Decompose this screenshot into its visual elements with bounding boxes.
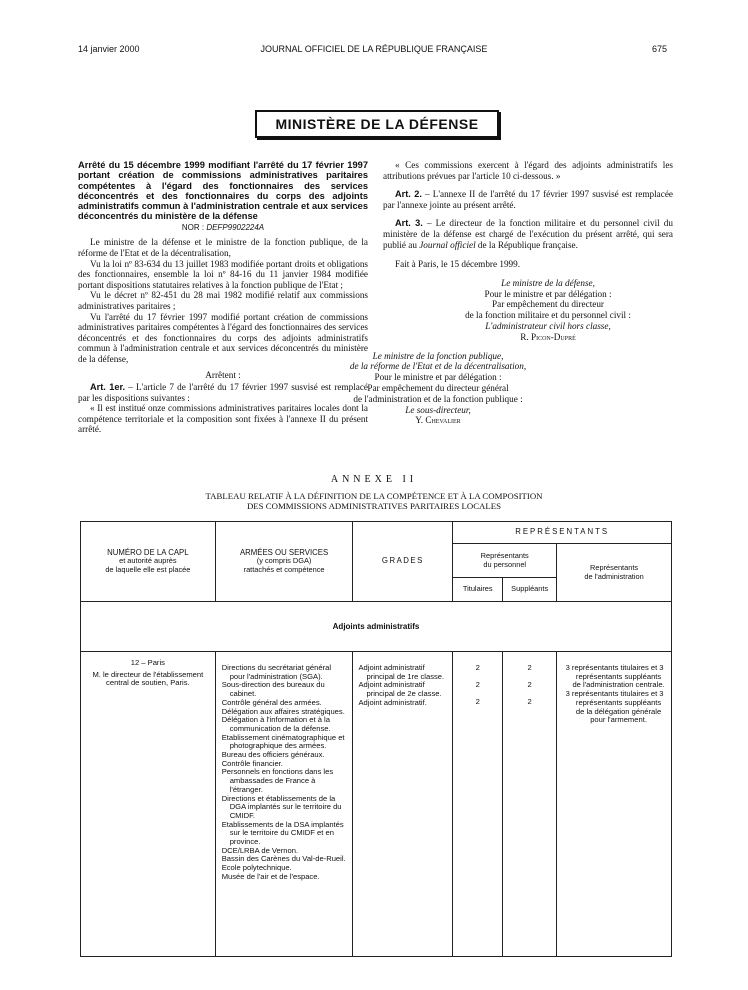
- visa-decret: Vu le décret nº 82-451 du 28 mai 1982 modifié relatif aux commissions administratives paritaires ;: [78, 290, 368, 311]
- service-item: Directions et établissements de la DGA implantés sur le territoire du CMIDF.: [221, 793, 342, 820]
- nor-value: DEFP9902224A: [206, 222, 265, 232]
- annexe-table: [80, 521, 672, 957]
- arretent: Arrêtent :: [205, 369, 241, 380]
- article-2: [383, 189, 673, 210]
- service-item: Etablissement cinématographique et photographique des armées.: [221, 732, 345, 751]
- header-capl-line2: et autorité auprès: [119, 556, 177, 566]
- annexe-title-line1: TABLEAU RELATIF À LA DÉFINITION DE LA COMPÉTENCE ET À LA COMPOSITION: [205, 491, 543, 501]
- preamble-ministers: Le ministre de la défense et le ministre de la fonction publique, de la réforme de l'Etat et de la décentralisation,: [78, 237, 368, 258]
- annexe-title-line2: DES COMMISSIONS ADMINISTRATIVES PARITAIRES LOCALES: [246, 501, 502, 511]
- article-1-quote: « Il est institué onze commissions administratives paritaires locales dont la compétence territoriale et la composition sont fixées à l'annexe II du présent arrêté.: [78, 403, 368, 435]
- sig2-line6: Le sous-directeur,: [405, 404, 471, 415]
- visa-loi: Vu la loi nº 83-634 du 13 juillet 1983 modifiée portant droits et obligations des fonctionnaires, ensemble la loi nº 84-16 du 11 janvier 1984 modifiée portant dispositions statutaires relatives à la fonction publique de l'Etat ;: [78, 258, 368, 290]
- visa-arrete: Vu l'arrêté du 17 février 1997 modifié portant création de commissions administratives paritaires compétentes à l'égard des fonctionnaires des services déconcentrés et des fonctionnaires du corps des adjoints administratifs commun à l'administration centrale et aux services déconcentrés du ministère de la défense,: [78, 311, 368, 364]
- header-date: 14 janvier 2000: [78, 44, 140, 54]
- article-3-journal: Journal officiel: [419, 239, 476, 250]
- service-item: Bassin des Carènes du Val-de-Rueil.: [221, 854, 346, 864]
- sig1-line3: Par empêchement du directeur: [492, 299, 604, 310]
- nor-label: NOR :: [181, 222, 205, 232]
- right-column: [349, 160, 673, 426]
- service-item: Etablissements de la DSA implantés sur le territoire du CMIDF et en province.: [221, 819, 344, 847]
- arrete-title: Arrêté du 15 décembre 1999 modifiant l'arrêté du 17 février 1997 portant création de commissions administratives paritaires compétentes à l'égard des fonctionnaires des services déconcentrés et des fonctionnaires du corps des adjoints administratifs commun à l'administration centrale et aux services déconcentrés du ministère de la défense: [78, 160, 368, 222]
- article-2-text: – L'annexe II de l'arrêté du 17 février 1997 susvisé est remplacée par l'annexe jointe au présent arrêté.: [383, 189, 673, 210]
- suppleants-value: 2: [527, 663, 532, 672]
- article-1-text: – L'article 7 de l'arrêté du 17 février 1997 susvisé est remplacé par les dispositions suivantes :: [78, 382, 368, 403]
- cell-services: [215, 652, 353, 957]
- admin-rep-item: 3 représentants titulaires et 3 représentants suppléants de l'administration centrale.: [565, 663, 665, 690]
- capl-authority: M. le directeur de l'établissement central de soutien, Paris.: [92, 669, 204, 688]
- header-journal-title: JOURNAL OFFICIEL DE LA RÉPUBLIQUE FRANÇAISE: [260, 44, 488, 54]
- header-armees-line3: rattachés et compétence: [243, 564, 325, 574]
- nor-line: [78, 223, 368, 234]
- header-rep-admin-line2: de l'administration: [584, 571, 644, 581]
- service-item: Personnels en fonctions dans les ambassades de France à l'étranger.: [221, 767, 334, 794]
- service-item: Délégation aux affaires stratégiques.: [221, 706, 345, 716]
- grade-item: Adjoint administratif principal de 2e classe.: [358, 680, 442, 699]
- header-armees-line1: ARMÉES OU SERVICES: [239, 547, 329, 557]
- service-item: Directions du secrétariat général pour l'administration (SGA).: [221, 663, 332, 681]
- article-3-label: Art. 3.: [395, 218, 423, 229]
- article-2-label: Art. 2.: [395, 189, 422, 200]
- sig2-signatory: Y. Chevalier: [415, 415, 461, 426]
- sig2-line4: Par empêchement du directeur général: [367, 382, 509, 393]
- service-item: Délégation à l'information et à la communication de la défense.: [221, 715, 331, 733]
- cell-admin-rep: [557, 652, 672, 957]
- service-item: Ecole polytechnique.: [221, 863, 292, 873]
- header-rep-admin: [557, 544, 672, 602]
- article-1-quote-continued: « Ces commissions exercent à l'égard des adjoints administratifs les attributions prévues par l'article 10 ci-dessous. »: [383, 160, 673, 181]
- sig1-line4: de la fonction militaire et du personnel civil :: [465, 310, 631, 321]
- service-item: Bureau des officiers généraux.: [221, 750, 325, 760]
- article-3-text-a: – Le directeur de la fonction militaire et du personnel civil du ministère de la défense est chargé de l'exécution du présent arrêté, qui sera publié au: [383, 218, 673, 250]
- header-armees-line2: (y compris DGA): [256, 556, 312, 566]
- ministry-title: MINISTÈRE DE LA DÉFENSE: [275, 116, 479, 132]
- cell-capl: [81, 652, 216, 957]
- capl-number: 12 – Paris: [130, 658, 165, 667]
- service-item: Musée de l'air et de l'espace.: [221, 871, 320, 881]
- header-capl-line1: NUMÉRO DE LA CAPL: [107, 547, 189, 557]
- header-page-number: 675: [652, 44, 668, 54]
- header-grades: GRADES: [353, 522, 453, 602]
- titulaires-value: 2: [475, 680, 480, 689]
- signature-block-defense: [423, 278, 673, 343]
- sig1-line5: L'administrateur civil hors classe,: [485, 320, 611, 331]
- header-rep-personnel: [453, 544, 557, 578]
- sig1-signatory: R. Picon-Dupré: [520, 331, 576, 342]
- service-item: Contrôle financier.: [221, 758, 283, 768]
- service-item: Contrôle général des armées.: [221, 697, 322, 707]
- article-1-label: Art. 1er.: [90, 382, 126, 393]
- header-rep-personnel-line2: du personnel: [483, 559, 527, 569]
- annexe-table-title: [0, 491, 748, 511]
- titulaires-value: 2: [475, 663, 480, 672]
- sig2-line3: Pour le ministre et par délégation :: [374, 372, 502, 383]
- header-capl: [81, 522, 216, 602]
- grade-item: Adjoint administratif.: [358, 697, 427, 707]
- cell-grades: [353, 652, 453, 957]
- admin-rep-item: 3 représentants titulaires et 3 représentants suppléants de la délégation générale pour l'armement.: [565, 689, 664, 725]
- titulaires-value: 2: [475, 697, 480, 706]
- sig2-line5: de l'administration et de la fonction publique :: [353, 393, 523, 404]
- table-header-row-1: [81, 522, 672, 544]
- suppleants-value: 2: [527, 697, 532, 706]
- service-item: DCE/LRBA de Vernon.: [221, 845, 299, 855]
- header-rep-personnel-line1: Représentants: [480, 551, 529, 561]
- article-3: [383, 218, 673, 250]
- grade-item: Adjoint administratif principal de 1re classe.: [358, 663, 445, 681]
- header-representants: REPRÉSENTANTS: [453, 522, 672, 544]
- header-suppleants: Suppléants: [503, 578, 557, 602]
- sig1-line2: Pour le ministre et par délégation :: [484, 288, 612, 299]
- ministry-title-box: [255, 110, 499, 138]
- section-adjoints-administratifs: Adjoints administratifs: [81, 602, 672, 652]
- suppleants-value: 2: [527, 680, 532, 689]
- sig2-line2: de la réforme de l'Etat et de la décentralisation,: [349, 361, 527, 372]
- table-section-row: [81, 602, 672, 652]
- signature-block-fonction-publique: [323, 351, 553, 427]
- article-3-text-b: de la République française.: [475, 239, 578, 250]
- annexe-label: ANNEXE II: [330, 474, 418, 485]
- sig2-line1: Le ministre de la fonction publique,: [372, 350, 504, 361]
- header-titulaires: Titulaires: [453, 578, 503, 602]
- fait-a-paris: Fait à Paris, le 15 décembre 1999.: [395, 259, 521, 270]
- table-row: [81, 652, 672, 957]
- sig1-line1: Le ministre de la défense,: [501, 277, 595, 288]
- header-rep-admin-line1: Représentants: [590, 563, 639, 573]
- header-armees: [215, 522, 353, 602]
- header-capl-line3: de laquelle elle est placée: [105, 564, 191, 574]
- service-item: Sous-direction des bureaux du cabinet.: [221, 680, 325, 699]
- cell-titulaires: [453, 652, 503, 957]
- cell-suppleants: [503, 652, 557, 957]
